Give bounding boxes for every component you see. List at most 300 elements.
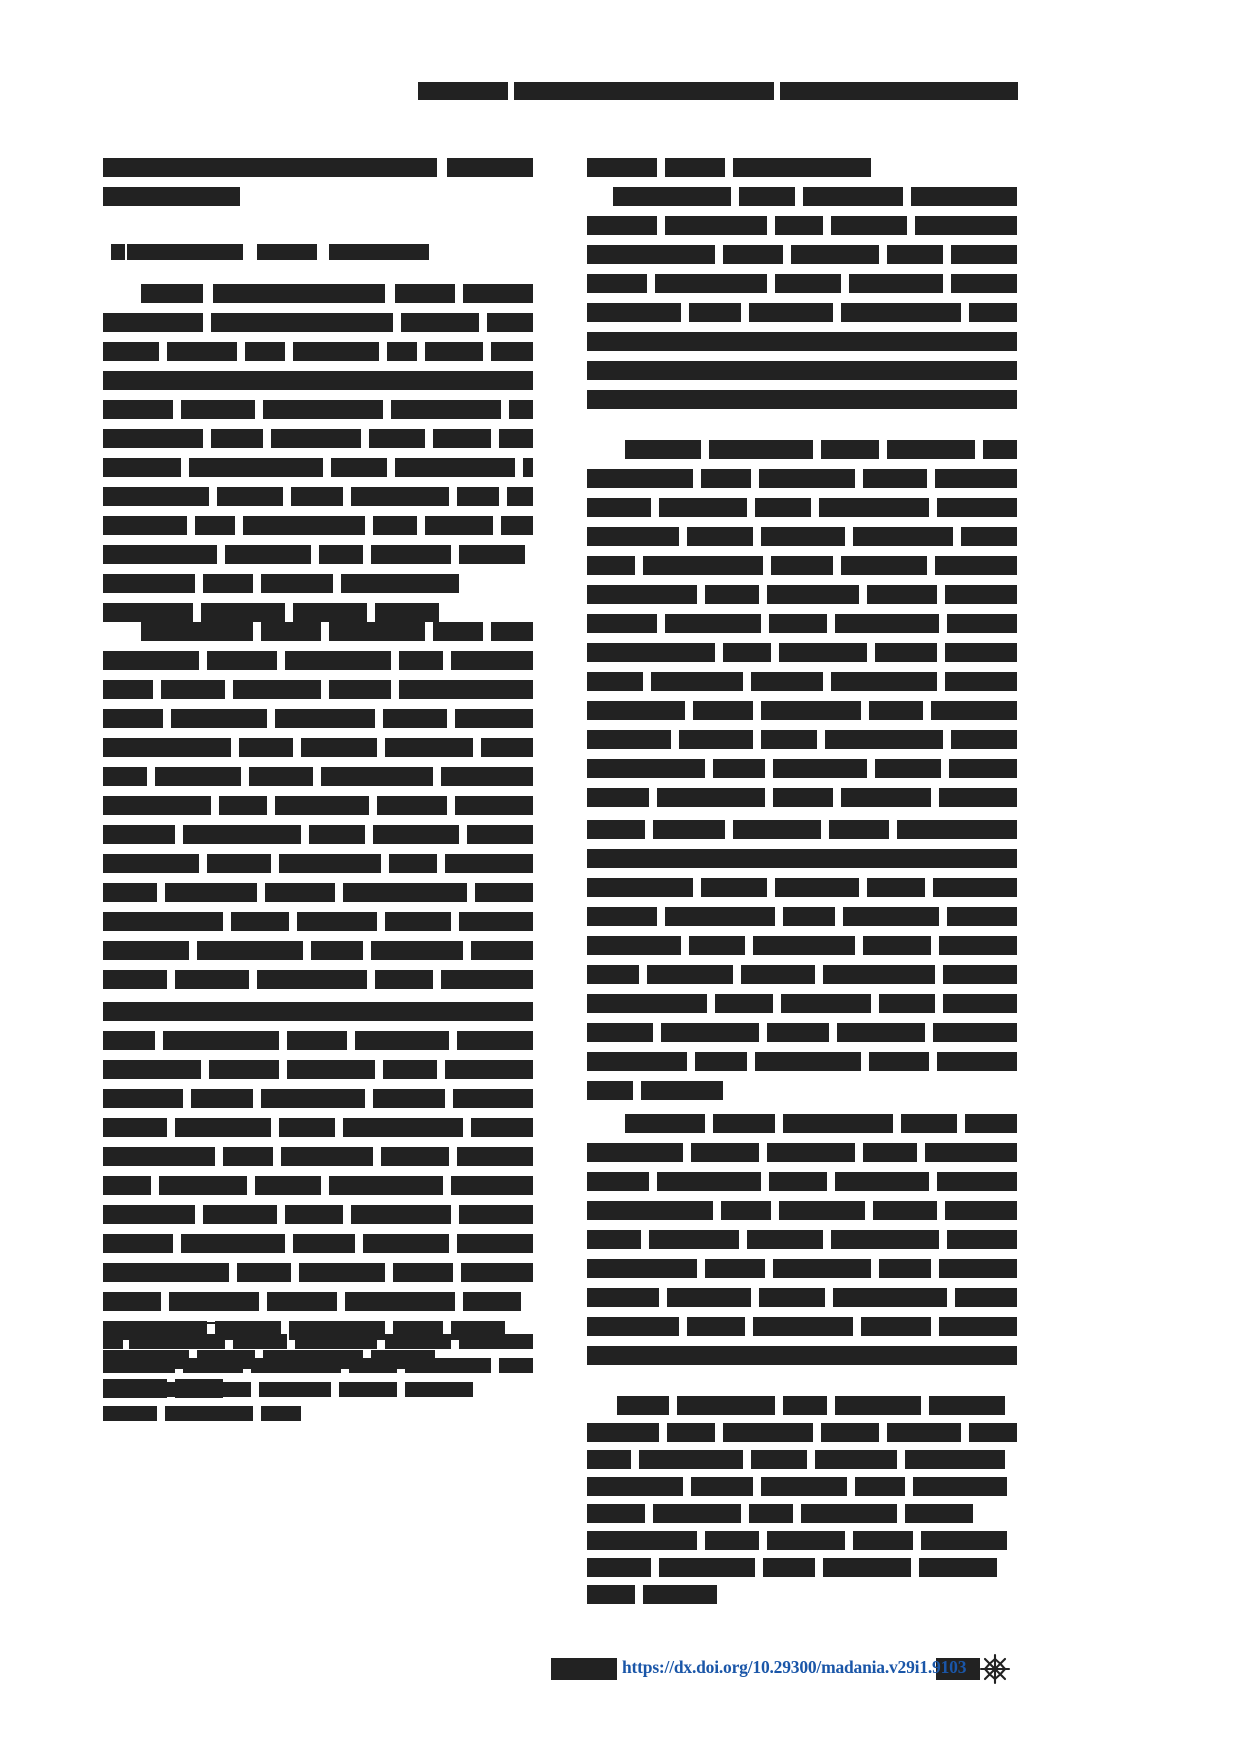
redacted-word-block (587, 1504, 645, 1523)
redacted-word-block (823, 965, 935, 984)
redacted-word-block (861, 1317, 931, 1336)
redacted-word-block (843, 907, 939, 926)
redacted-word-block (329, 1176, 443, 1195)
redacted-word-block (183, 825, 301, 844)
redacted-word-block (587, 1423, 659, 1442)
redacted-text-line (587, 672, 1017, 691)
redacted-word-block (203, 574, 253, 593)
redacted-word-block (459, 1334, 533, 1349)
redacted-word-block (329, 244, 429, 260)
redacted-word-block (103, 313, 203, 332)
redacted-word-block (587, 1259, 697, 1278)
redacted-word-block (705, 1531, 759, 1550)
redacted-word-block (265, 883, 335, 902)
redacted-word-block (723, 245, 783, 264)
redacted-word-block (915, 216, 1017, 235)
redacted-word-block (261, 622, 321, 641)
redacted-word-block (657, 788, 765, 807)
redacted-text-line (587, 820, 1017, 839)
redacted-word-block (457, 1031, 533, 1050)
redacted-word-block (715, 994, 773, 1013)
redacted-word-block (207, 651, 277, 670)
redacted-word-block (103, 767, 147, 786)
redacted-word-block (217, 487, 283, 506)
redacted-text-line (103, 883, 533, 902)
redacted-word-block (935, 556, 1017, 575)
redacted-word-block (649, 1230, 739, 1249)
redacted-word-block (471, 941, 533, 960)
redacted-word-block (345, 1292, 455, 1311)
redacted-text-line (587, 701, 1017, 720)
redacted-word-block (167, 342, 237, 361)
redacted-word-block (867, 878, 925, 897)
redacted-word-block (587, 1585, 635, 1604)
redacted-text-line (103, 1263, 533, 1282)
redacted-word-block (103, 796, 211, 815)
redacted-word-block (285, 651, 391, 670)
redacted-word-block (203, 1205, 277, 1224)
redacted-word-block (643, 1585, 717, 1604)
redacted-text-line (587, 556, 1017, 575)
redacted-word-block (233, 1334, 287, 1349)
redacted-word-block (701, 878, 767, 897)
redacted-word-block (947, 907, 1017, 926)
redacted-word-block (955, 1288, 1017, 1307)
redacted-word-block (103, 1263, 229, 1282)
redacted-word-block (801, 1504, 897, 1523)
redacted-word-block (945, 672, 1017, 691)
redacted-word-block (251, 1358, 341, 1373)
redacted-word-block (103, 1382, 199, 1397)
redacted-text-line (587, 1230, 1017, 1249)
redacted-word-block (693, 701, 753, 720)
redacted-text-line (103, 574, 533, 593)
redacted-word-block (763, 1558, 815, 1577)
redacted-word-block (455, 796, 533, 815)
redacted-word-block (587, 614, 657, 633)
redacted-text-line (103, 187, 533, 206)
redacted-word-block (103, 400, 173, 419)
redacted-word-block (189, 458, 323, 477)
redacted-word-block (841, 788, 931, 807)
redacted-word-block (103, 487, 209, 506)
redacted-word-block (983, 440, 1017, 459)
redacted-word-block (243, 516, 365, 535)
redacted-word-block (103, 651, 199, 670)
redacted-word-block (103, 458, 181, 477)
redacted-word-block (383, 1060, 437, 1079)
redacted-text-line (587, 216, 1017, 235)
redacted-text-line (103, 1060, 533, 1079)
redacted-word-block (587, 1288, 659, 1307)
redacted-word-block (617, 1396, 669, 1415)
redacted-word-block (943, 994, 1017, 1013)
redacted-word-block (587, 1346, 1017, 1365)
redacted-text-line (103, 825, 533, 844)
redacted-word-block (587, 585, 697, 604)
redacted-running-head-block (418, 82, 508, 100)
redacted-word-block (587, 1317, 679, 1336)
redacted-text-line (103, 1234, 533, 1253)
redacted-word-block (879, 994, 935, 1013)
redacted-word-block (395, 458, 515, 477)
redacted-text-line (103, 1002, 533, 1021)
redacted-text-line (587, 498, 1017, 517)
redacted-word-block (103, 825, 175, 844)
redacted-word-block (905, 1450, 1005, 1469)
redacted-word-block (249, 767, 313, 786)
redacted-word-block (831, 672, 937, 691)
redacted-text-line (587, 1288, 1017, 1307)
redacted-word-block (761, 527, 845, 546)
redacted-word-block (197, 941, 303, 960)
redacted-word-block (781, 994, 871, 1013)
redacted-word-block (103, 1031, 155, 1050)
redacted-word-block (625, 1114, 705, 1133)
redacted-word-block (383, 709, 447, 728)
redacted-word-block (587, 907, 657, 926)
redacted-word-block (767, 1023, 829, 1042)
redacted-word-block (897, 820, 1017, 839)
redacted-word-block (103, 680, 153, 699)
redacted-footnote-line (103, 1382, 533, 1397)
redacted-footnote-line (103, 1406, 533, 1421)
redacted-word-block (665, 158, 725, 177)
redacted-word-block (945, 1201, 1017, 1220)
redacted-text-line (587, 1585, 1017, 1604)
redacted-word-block (587, 1531, 697, 1550)
redacted-word-block (749, 303, 833, 322)
redacted-word-block (281, 1147, 373, 1166)
redacted-word-block (391, 400, 501, 419)
redacted-word-block (239, 738, 293, 757)
redacted-word-block (491, 342, 533, 361)
redacted-word-block (343, 1118, 463, 1137)
redacted-word-block (689, 303, 741, 322)
redacted-text-line (103, 371, 533, 390)
redacted-word-block (171, 709, 267, 728)
redacted-word-block (457, 1147, 533, 1166)
redacted-word-block (293, 603, 367, 622)
redacted-word-block (761, 701, 861, 720)
redacted-text-line (587, 361, 1017, 380)
redacted-text-line (587, 878, 1017, 897)
redacted-text-line (103, 1089, 533, 1108)
redacted-text-line (587, 1201, 1017, 1220)
redacted-word-block (689, 936, 745, 955)
redacted-word-block (499, 1358, 533, 1373)
redacted-text-line (587, 469, 1017, 488)
redacted-word-block (103, 187, 240, 206)
footer-left-redaction-block (551, 1658, 617, 1680)
redacted-word-block (803, 187, 903, 206)
redacted-word-block (159, 1176, 247, 1195)
redacted-word-block (267, 1292, 337, 1311)
redacted-word-block (587, 274, 647, 293)
redacted-word-block (103, 158, 437, 177)
redacted-word-block (163, 1031, 279, 1050)
redacted-word-block (751, 672, 823, 691)
redacted-word-block (665, 216, 767, 235)
redacted-text-line (103, 487, 533, 506)
redacted-word-block (951, 730, 1017, 749)
redacted-word-block (841, 303, 961, 322)
redacted-text-line (587, 440, 1017, 459)
redacted-word-block (447, 158, 533, 177)
redacted-word-block (761, 730, 817, 749)
redacted-word-block (641, 1081, 723, 1100)
redacted-text-line (587, 1450, 1017, 1469)
redacted-text-line (587, 965, 1017, 984)
redacted-word-block (129, 1334, 225, 1349)
redacted-running-head-block (780, 82, 1018, 100)
redacted-word-block (587, 498, 651, 517)
redacted-word-block (587, 936, 681, 955)
redacted-word-block (659, 1558, 755, 1577)
redacted-word-block (887, 440, 975, 459)
redacted-word-block (587, 730, 671, 749)
redacted-word-block (935, 469, 1017, 488)
redacted-word-block (371, 545, 451, 564)
redacted-word-block (713, 1114, 775, 1133)
redacted-word-block (831, 216, 907, 235)
redacted-word-block (381, 1147, 449, 1166)
redacted-word-block (213, 284, 385, 303)
redacted-word-block (385, 912, 451, 931)
redacted-text-line (587, 643, 1017, 662)
redacted-word-block (749, 1504, 793, 1523)
redacted-word-block (767, 585, 859, 604)
redacted-word-block (471, 1118, 533, 1137)
redacted-word-block (103, 883, 157, 902)
redacted-word-block (377, 796, 447, 815)
redacted-word-block (453, 1089, 533, 1108)
redacted-word-block (753, 936, 855, 955)
redacted-word-block (875, 759, 941, 778)
redacted-word-block (103, 1406, 157, 1421)
redacted-text-line (587, 849, 1017, 868)
redacted-text-line (587, 1477, 1017, 1496)
redacted-word-block (103, 1205, 195, 1224)
redacted-word-block (161, 680, 225, 699)
redacted-word-block (425, 516, 493, 535)
redacted-running-head-block (514, 82, 774, 100)
redacted-word-block (141, 622, 253, 641)
redacted-word-block (329, 622, 425, 641)
redacted-word-block (667, 1423, 715, 1442)
redacted-word-block (829, 820, 889, 839)
redacted-word-block (747, 1230, 823, 1249)
redacted-word-block (219, 796, 267, 815)
redacted-footnote-line (103, 1358, 533, 1373)
redacted-word-block (523, 458, 533, 477)
redacted-text-line (587, 788, 1017, 807)
redacted-word-block (271, 429, 361, 448)
redacted-word-block (905, 1504, 973, 1523)
redacted-word-block (311, 941, 363, 960)
redacted-word-block (767, 1531, 845, 1550)
redacted-word-block (223, 1147, 273, 1166)
redacted-word-block (661, 1023, 759, 1042)
redacted-word-block (329, 680, 391, 699)
redacted-word-block (405, 1358, 491, 1373)
redacted-word-block (769, 1172, 827, 1191)
redacted-word-block (293, 342, 379, 361)
redacted-word-block (459, 912, 533, 931)
redacted-text-line (103, 680, 533, 699)
redacted-word-block (945, 585, 1017, 604)
redacted-word-block (939, 936, 1017, 955)
redacted-word-block (775, 878, 859, 897)
redacted-word-block (771, 556, 833, 575)
redacted-word-block (587, 303, 681, 322)
redacted-word-block (639, 1450, 743, 1469)
redacted-word-block (677, 1396, 775, 1415)
redacted-word-block (433, 429, 491, 448)
redacted-word-block (405, 1382, 473, 1397)
redacted-word-block (969, 1423, 1017, 1442)
redacted-word-block (433, 622, 483, 641)
redacted-word-block (285, 1205, 343, 1224)
redacted-word-block (587, 469, 693, 488)
redacted-word-block (769, 614, 827, 633)
redacted-word-block (665, 614, 761, 633)
redacted-text-line (103, 1031, 533, 1050)
redacted-word-block (733, 158, 871, 177)
redacted-word-block (291, 487, 343, 506)
redacted-text-line (103, 284, 533, 303)
redacted-word-block (937, 1172, 1017, 1191)
redacted-word-block (821, 440, 879, 459)
redacted-word-block (141, 284, 203, 303)
redacted-word-block (279, 1118, 335, 1137)
redacted-word-block (103, 342, 159, 361)
redacted-word-block (875, 643, 937, 662)
redacted-word-block (103, 709, 163, 728)
redacted-word-block (773, 788, 833, 807)
redacted-word-block (951, 274, 1017, 293)
redacted-word-block (911, 187, 1017, 206)
redacted-word-block (887, 1423, 961, 1442)
redacted-word-block (587, 1143, 683, 1162)
redacted-word-block (587, 994, 707, 1013)
redacted-word-block (723, 643, 771, 662)
redacted-text-line (587, 274, 1017, 293)
redacted-text-line (587, 527, 1017, 546)
redacted-word-block (375, 970, 433, 989)
redacted-text-line (587, 1052, 1017, 1071)
redacted-word-block (783, 907, 835, 926)
redacted-word-block (499, 429, 533, 448)
redacted-word-block (441, 767, 533, 786)
redacted-word-block (231, 912, 289, 931)
redacted-word-block (587, 527, 679, 546)
redacted-text-line (587, 936, 1017, 955)
redacted-word-block (501, 516, 533, 535)
redacted-word-block (103, 1147, 215, 1166)
redacted-word-block (853, 527, 953, 546)
redacted-word-block (467, 825, 533, 844)
redacted-text-line (587, 1143, 1017, 1162)
redacted-word-block (869, 701, 923, 720)
redacted-word-block (695, 1052, 747, 1071)
redacted-word-block (103, 1234, 173, 1253)
redacted-word-block (321, 767, 433, 786)
redacted-word-block (395, 284, 455, 303)
redacted-word-block (509, 400, 533, 419)
redacted-word-block (263, 400, 383, 419)
redacted-word-block (233, 680, 321, 699)
redacted-word-block (721, 1201, 771, 1220)
redacted-word-block (385, 738, 473, 757)
redacted-word-block (103, 603, 193, 622)
doi-link[interactable]: https://dx.doi.org/10.29300/madania.v29i1.9103 (622, 1657, 967, 1677)
redacted-word-block (835, 1172, 929, 1191)
redacted-word-block (165, 883, 257, 902)
redacted-word-block (459, 1205, 533, 1224)
redacted-text-line (103, 429, 533, 448)
redacted-word-block (837, 1023, 925, 1042)
redacted-text-line (587, 1423, 1017, 1442)
redacted-word-block (287, 1060, 375, 1079)
redacted-word-block (849, 274, 943, 293)
redacted-word-block (587, 1201, 713, 1220)
redacted-word-block (169, 1292, 259, 1311)
redacted-word-block (461, 1263, 533, 1282)
redacted-word-block (691, 1477, 753, 1496)
redacted-word-block (393, 1263, 453, 1282)
redacted-word-block (319, 545, 363, 564)
redacted-text-line (103, 1147, 533, 1166)
redacted-text-line (103, 458, 533, 477)
redacted-word-block (783, 1114, 893, 1133)
redacted-word-block (755, 498, 811, 517)
redacted-word-block (287, 1031, 347, 1050)
redacted-word-block (355, 1031, 449, 1050)
redacted-text-line (587, 730, 1017, 749)
redacted-word-block (863, 469, 927, 488)
redacted-word-block (165, 1406, 253, 1421)
redacted-word-block (779, 1201, 865, 1220)
redacted-word-block (441, 970, 533, 989)
redacted-word-block (103, 1358, 175, 1373)
redacted-word-block (831, 1230, 939, 1249)
redacted-word-block (741, 965, 815, 984)
redacted-text-line (103, 1292, 533, 1311)
redacted-word-block (791, 245, 879, 264)
redacted-word-block (387, 342, 417, 361)
redacted-word-block (245, 342, 285, 361)
redacted-text-line (103, 1205, 533, 1224)
redacted-word-block (901, 1114, 957, 1133)
redacted-word-block (301, 738, 377, 757)
redacted-word-block (873, 1201, 937, 1220)
redacted-word-block (709, 440, 813, 459)
redacted-word-block (701, 469, 751, 488)
redacted-word-block (951, 245, 1017, 264)
redacted-word-block (463, 1292, 521, 1311)
redacted-word-block (643, 556, 763, 575)
redacted-word-block (939, 1259, 1017, 1278)
redacted-word-block (255, 1176, 321, 1195)
redacted-word-block (961, 527, 1017, 546)
redacted-word-block (445, 854, 533, 873)
redacted-text-line (587, 1114, 1017, 1133)
redacted-text-line (587, 1346, 1017, 1365)
redacted-word-block (103, 545, 217, 564)
redacted-word-block (723, 1423, 813, 1442)
redacted-word-block (733, 820, 821, 839)
